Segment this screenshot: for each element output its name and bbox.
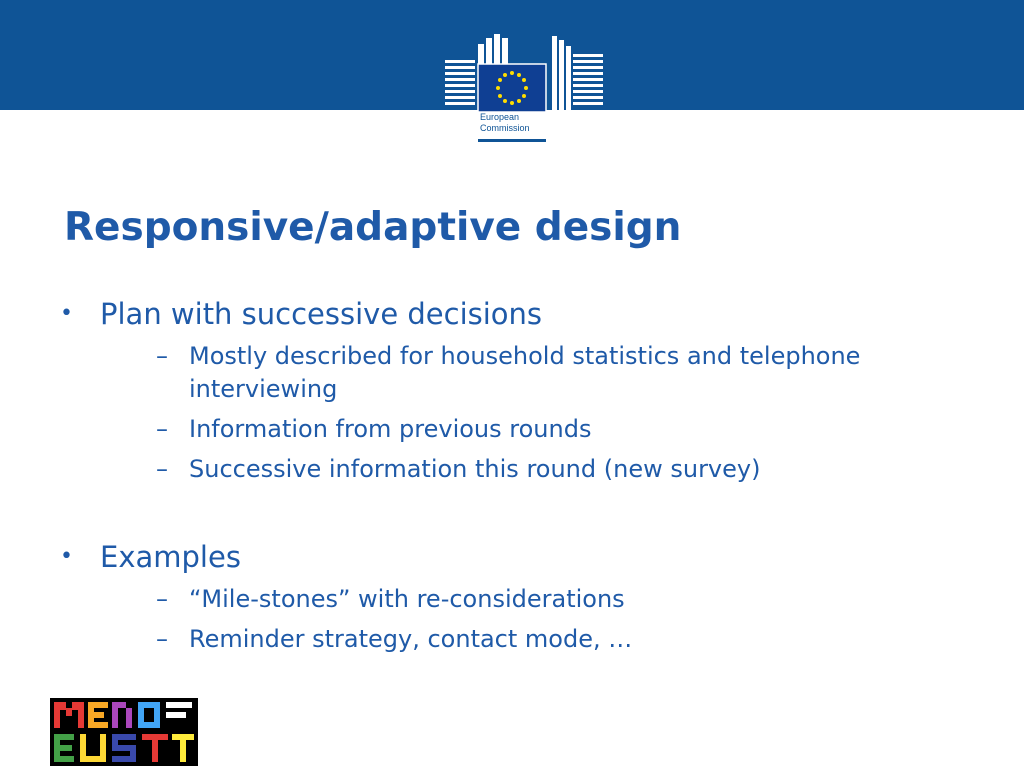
- sub-bullet-list: [100, 340, 986, 486]
- dash-icon: –: [156, 415, 168, 443]
- dash-icon: –: [156, 455, 168, 483]
- dash-icon: –: [156, 342, 168, 370]
- sub-bullet-item: [100, 340, 986, 406]
- bullet-item: [56, 295, 986, 486]
- sub-bullet-text: “Mile-stones” with re-considerations: [189, 585, 625, 613]
- bullet-text: Plan with successive decisions: [100, 297, 543, 331]
- logo-underline: [478, 139, 546, 142]
- logo-caption-line1: European: [480, 112, 520, 122]
- logo-caption-line2: Commission: [480, 123, 530, 133]
- sub-bullet-item: [100, 583, 986, 616]
- bullet-dot-icon: •: [60, 301, 73, 326]
- slide-title: Responsive/adaptive design: [64, 205, 682, 250]
- bullet-item: [56, 538, 986, 656]
- sub-bullet-text: Reminder strategy, contact mode, …: [189, 625, 633, 653]
- sub-bullet-item: [100, 623, 986, 656]
- sub-bullet-item: [100, 453, 986, 486]
- bullet-text: Examples: [100, 540, 241, 574]
- memobust-logo: [50, 698, 198, 766]
- sub-bullet-item: [100, 413, 986, 446]
- dash-icon: –: [156, 585, 168, 613]
- sub-bullet-text: Successive information this round (new survey): [189, 455, 761, 483]
- sub-bullet-text: Mostly described for household statistics and telephone interviewing: [189, 342, 861, 403]
- logo-caption: [480, 112, 550, 134]
- sub-bullet-text: Information from previous rounds: [189, 415, 592, 443]
- bullet-list: [56, 295, 986, 656]
- bullet-dot-icon: •: [60, 544, 73, 569]
- sub-bullet-list: [100, 583, 986, 656]
- dash-icon: –: [156, 625, 168, 653]
